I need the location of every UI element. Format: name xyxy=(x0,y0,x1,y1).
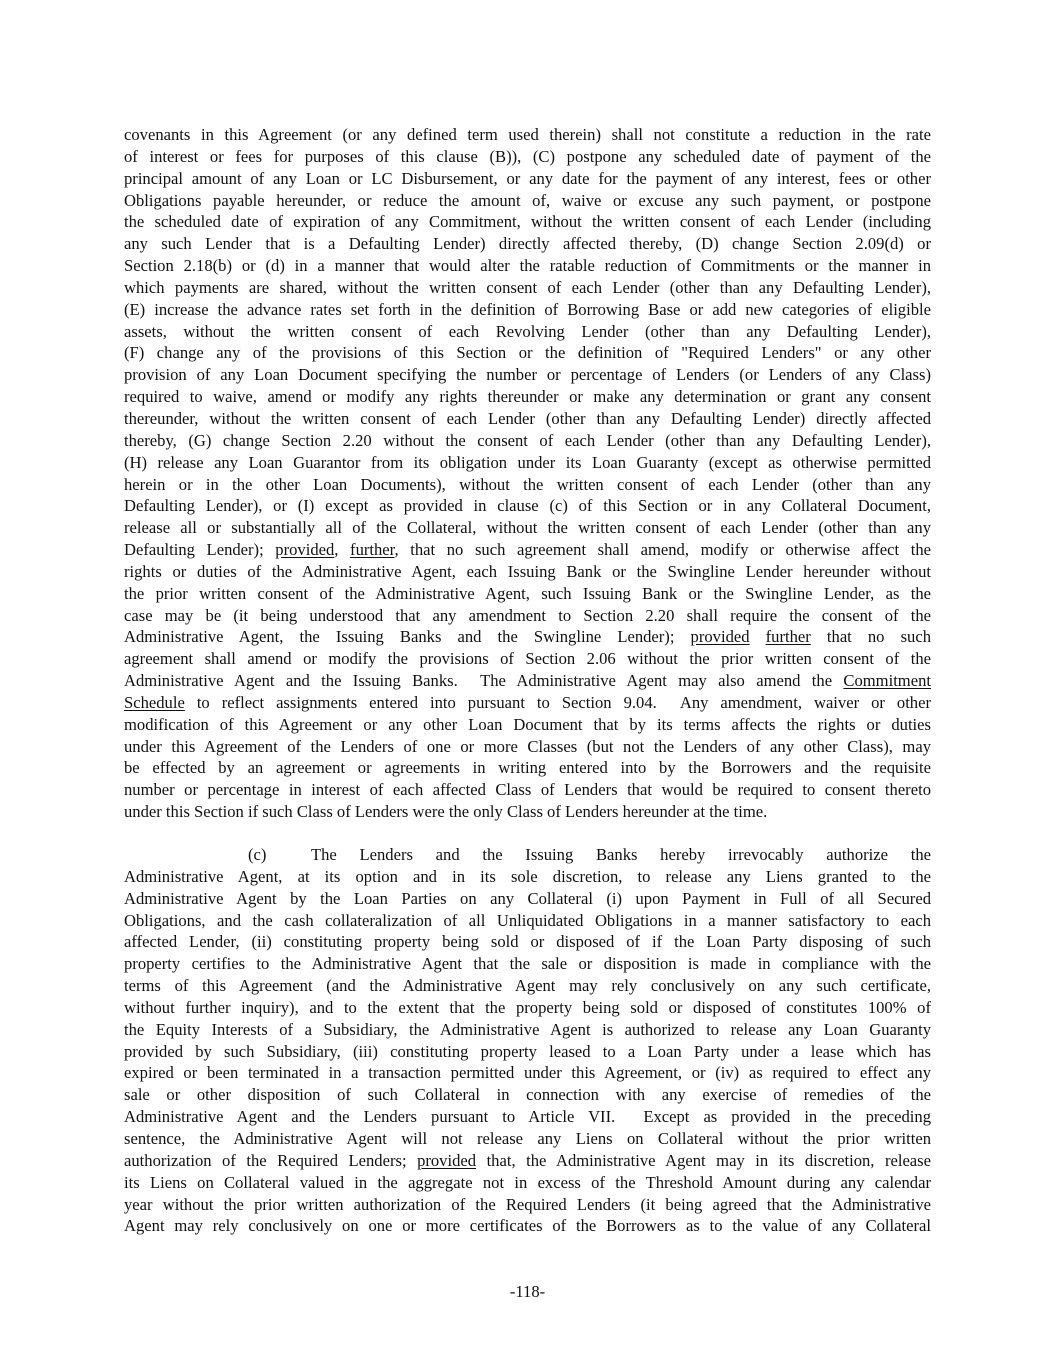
text-line xyxy=(124,844,931,866)
text-line xyxy=(124,495,931,517)
line-text xyxy=(124,539,931,561)
line-text xyxy=(124,692,931,714)
text-segment: (F) change any of the provisions of this Section or the definition of "Required Lenders" or any other xyxy=(124,343,931,363)
text-segment: , xyxy=(334,540,351,560)
line-text xyxy=(124,408,931,430)
line-text xyxy=(124,452,931,474)
underlined-term: Schedule xyxy=(124,692,185,712)
text-segment: Defaulting Lender), or (I) except as provided in clause (c) of this Section or in any Collateral Document, xyxy=(124,496,931,516)
text-line xyxy=(124,1084,931,1106)
text-line xyxy=(124,452,931,474)
line-text xyxy=(124,1194,931,1216)
line-text xyxy=(124,277,931,299)
line-text xyxy=(124,605,931,627)
line-text xyxy=(124,255,931,277)
text-segment: rights or duties of the Administrative Agent, each Issuing Bank or the Swingline Lender hereunder without xyxy=(124,561,931,581)
text-segment: Administrative Agent by the Loan Parties on any Collateral (i) upon Payment in Full of all Secured xyxy=(124,888,931,908)
text-segment: the prior written consent of the Administrative Agent, such Issuing Bank or the Swingline Lender, as the xyxy=(124,583,931,603)
text-line xyxy=(124,1019,931,1041)
text-segment: (E) increase the advance rates set forth in the definition of Borrowing Base or add new categories of eligible xyxy=(124,299,931,319)
text-line xyxy=(124,474,931,496)
line-text xyxy=(124,583,931,605)
text-segment: Administrative Agent, the Issuing Banks and the Swingline Lender); xyxy=(124,627,691,647)
line-text xyxy=(124,1150,931,1172)
text-line xyxy=(124,736,931,758)
text-line xyxy=(124,1041,931,1063)
line-text xyxy=(124,1106,931,1128)
text-line xyxy=(124,910,931,932)
text-segment: property certifies to the Administrative Agent that the sale or disposition is made in compliance with the xyxy=(124,954,931,974)
text-segment: release all or substantially all of the Collateral, without the written consent of each Lender (other than any xyxy=(124,518,931,538)
text-segment: thereby, (G) change Section 2.20 without the consent of each Lender (other than any Defaulting Lender), xyxy=(124,430,931,450)
text-segment: its Liens on Collateral valued in the aggregate not in excess of the Threshold Amount during any calendar xyxy=(124,1172,931,1192)
text-line xyxy=(124,931,931,953)
line-text xyxy=(124,321,931,343)
line-text xyxy=(124,211,931,233)
text-segment: affected Lender, (ii) constituting property being sold or disposed of if the Loan Party disposing of such xyxy=(124,932,931,952)
text-segment: Administrative Agent and the Issuing Banks. The Administrative Agent may also amend the xyxy=(124,671,844,691)
text-segment: terms of this Agreement (and the Administrative Agent may rely conclusively on any such certificate, xyxy=(124,976,931,996)
line-text xyxy=(124,1019,931,1041)
paragraph-c-release-of-liens xyxy=(124,844,931,1237)
text-segment: the scheduled date of expiration of any Commitment, without the written consent of each Lender (including xyxy=(124,212,931,232)
text-line xyxy=(124,714,931,736)
text-line xyxy=(124,953,931,975)
text-line xyxy=(124,888,931,910)
text-line xyxy=(124,168,931,190)
text-line xyxy=(124,211,931,233)
text-line xyxy=(124,561,931,583)
text-segment: number or percentage in interest of each affected Class of Lenders that would be required to consent thereto xyxy=(124,780,931,800)
line-text xyxy=(124,975,931,997)
text-segment: any such Lender that is a Defaulting Lender) directly affected thereby, (D) change Section 2.09(d) or xyxy=(124,234,931,254)
line-text xyxy=(124,1172,931,1194)
text-line xyxy=(124,146,931,168)
text-segment: under this Section if such Class of Lenders were the only Class of Lenders hereunder at the time. xyxy=(124,802,768,822)
text-segment: year without the prior written authorization of the Required Lenders (it being agreed that the Administrative xyxy=(124,1194,931,1214)
text-line xyxy=(124,670,931,692)
line-text xyxy=(124,866,931,888)
line-text xyxy=(124,168,931,190)
line-text xyxy=(124,888,931,910)
text-segment: Agent may rely conclusively on one or more certificates of the Borrowers as to the value of any Collateral xyxy=(124,1216,931,1236)
text-line xyxy=(124,605,931,627)
text-line xyxy=(124,779,931,801)
line-text xyxy=(124,1041,931,1063)
line-text xyxy=(124,648,931,670)
line-text xyxy=(124,342,931,364)
text-line xyxy=(124,277,931,299)
line-text xyxy=(124,495,931,517)
underlined-term: provided xyxy=(275,540,335,560)
text-segment: of interest or fees for purposes of this clause (B)), (C) postpone any scheduled date of payment of the xyxy=(124,146,931,166)
text-line xyxy=(124,648,931,670)
text-line xyxy=(124,1106,931,1128)
text-segment: Obligations, and the cash collateralization of all Unliquidated Obligations in a manner satisfactory to each xyxy=(124,910,931,930)
text-segment: covenants in this Agreement (or any defined term used therein) shall not constitute a reduction in the rate xyxy=(124,125,931,144)
underlined-term: provided xyxy=(417,1150,477,1170)
text-line xyxy=(124,1194,931,1216)
text-segment: thereunder, without the written consent of each Lender (other than any Defaulting Lender) directly affected xyxy=(124,408,931,428)
line-text xyxy=(124,736,931,758)
line-text xyxy=(124,1128,931,1150)
line-text xyxy=(124,124,931,146)
text-segment: which payments are shared, without the written consent of each Lender (other than any Defaulting Lender), xyxy=(124,277,931,297)
underlined-term: provided xyxy=(690,627,750,647)
line-text xyxy=(124,233,931,255)
text-line xyxy=(124,866,931,888)
text-segment: modification of this Agreement or any other Loan Document that by its terms affects the rights or duties xyxy=(124,714,931,734)
text-line xyxy=(124,1215,931,1237)
text-segment: Defaulting Lender); xyxy=(124,540,276,560)
text-segment: to reflect assignments entered into pursuant to Section 9.04. Any amendment, waiver or other xyxy=(184,692,931,712)
line-text xyxy=(124,146,931,168)
line-text xyxy=(124,931,931,953)
text-segment: provision of any Loan Document specifying the number or percentage of Lenders (or Lenders of any Class) xyxy=(124,365,931,385)
text-line xyxy=(124,408,931,430)
text-line xyxy=(124,997,931,1019)
line-text xyxy=(124,364,931,386)
text-line xyxy=(124,975,931,997)
text-segment: the Equity Interests of a Subsidiary, the Administrative Agent is authorized to release any Loan Guaranty xyxy=(124,1019,931,1039)
text-line xyxy=(124,626,931,648)
line-text xyxy=(124,1084,931,1106)
line-text xyxy=(311,844,931,866)
text-segment: Obligations payable hereunder, or reduce the amount of, waive or excuse any such payment, or postpone xyxy=(124,190,931,210)
text-segment: provided by such Subsidiary, (iii) constituting property leased to a Loan Party under a lease which has xyxy=(124,1041,931,1061)
line-text xyxy=(124,670,931,692)
text-line xyxy=(124,583,931,605)
underlined-term: further xyxy=(350,540,395,560)
text-segment: that, the Administrative Agent may in its discretion, release xyxy=(476,1150,931,1170)
text-line xyxy=(124,1150,931,1172)
text-line xyxy=(124,692,931,714)
line-text xyxy=(124,910,931,932)
clause-label: (c) xyxy=(248,845,267,864)
text-segment: sale or other disposition of such Collateral in connection with any exercise of remedies of the xyxy=(124,1085,931,1105)
text-line xyxy=(124,321,931,343)
page-number: -118- xyxy=(509,1282,546,1301)
underlined-term: further xyxy=(765,627,811,647)
line-text xyxy=(124,801,767,823)
text-segment: Section 2.18(b) or (d) in a manner that would alter the ratable reduction of Commitments or the manner in xyxy=(124,256,931,276)
text-segment: sentence, the Administrative Agent will not release any Liens on Collateral without the prior written xyxy=(124,1128,931,1148)
line-text xyxy=(124,517,931,539)
line-text xyxy=(124,757,931,779)
line-text xyxy=(124,386,931,408)
line-text xyxy=(124,626,931,648)
text-segment: Administrative Agent, at its option and in its sole discretion, to release any Liens granted to the xyxy=(124,866,931,886)
text-segment: principal amount of any Loan or LC Disbursement, or any date for the payment of any interest, fees or other xyxy=(124,168,931,188)
text-line xyxy=(124,430,931,452)
line-text xyxy=(124,953,931,975)
line-text xyxy=(124,299,931,321)
underlined-term: Commitment xyxy=(843,671,931,691)
text-line xyxy=(124,1172,931,1194)
text-line xyxy=(124,801,931,823)
text-segment: that no such xyxy=(810,627,931,647)
text-segment: Administrative Agent and the Lenders pursuant to Article VII. Except as provided in the preceding xyxy=(124,1107,931,1127)
text-segment xyxy=(750,627,766,646)
line-text xyxy=(124,474,931,496)
line-text xyxy=(124,430,931,452)
text-line xyxy=(124,364,931,386)
line-text xyxy=(124,997,931,1019)
text-segment: expired or been terminated in a transaction permitted under this Agreement, or (iv) as required to effect any xyxy=(124,1063,931,1083)
line-text xyxy=(124,1215,931,1237)
line-text xyxy=(124,1062,931,1084)
text-line xyxy=(124,299,931,321)
line-text xyxy=(124,190,931,212)
line-text xyxy=(124,779,931,801)
text-line xyxy=(124,1128,931,1150)
line-text xyxy=(124,561,931,583)
text-segment: case may be (it being understood that any amendment to Section 2.20 shall require the consent of the xyxy=(124,605,931,625)
text-segment: under this Agreement of the Lenders of one or more Classes (but not the Lenders of any other Class), may xyxy=(124,736,931,756)
text-line xyxy=(124,124,931,146)
text-line xyxy=(124,539,931,561)
text-segment: The Lenders and the Issuing Banks hereby irrevocably authorize the xyxy=(311,845,931,864)
text-line xyxy=(124,190,931,212)
text-segment: required to waive, amend or modify any rights thereunder or make any determination or grant any consent xyxy=(124,387,931,407)
text-segment: (H) release any Loan Guarantor from its obligation under its Loan Guaranty (except as otherwise permitted xyxy=(124,452,931,472)
text-line xyxy=(124,342,931,364)
text-segment: agreement shall amend or modify the provisions of Section 2.06 without the prior written consent of the xyxy=(124,649,931,669)
text-segment: assets, without the written consent of each Revolving Lender (other than any Defaulting Lender), xyxy=(124,321,931,341)
paragraph-amendments-continued xyxy=(124,124,931,823)
text-segment: herein or in the other Loan Documents), without the written consent of each Lender (other than any xyxy=(124,474,931,494)
line-text xyxy=(124,714,931,736)
text-segment: , that no such agreement shall amend, modify or otherwise affect the xyxy=(394,540,931,560)
text-line xyxy=(124,255,931,277)
text-segment: be effected by an agreement or agreements in writing entered into by the Borrowers and the requisite xyxy=(124,758,931,778)
text-line xyxy=(124,757,931,779)
text-line xyxy=(124,1062,931,1084)
text-line xyxy=(124,517,931,539)
text-line xyxy=(124,233,931,255)
text-segment: authorization of the Required Lenders; xyxy=(124,1150,418,1170)
text-segment: without further inquiry), and to the extent that the property being sold or disposed of constitutes 100% of xyxy=(124,997,931,1017)
text-line xyxy=(124,386,931,408)
